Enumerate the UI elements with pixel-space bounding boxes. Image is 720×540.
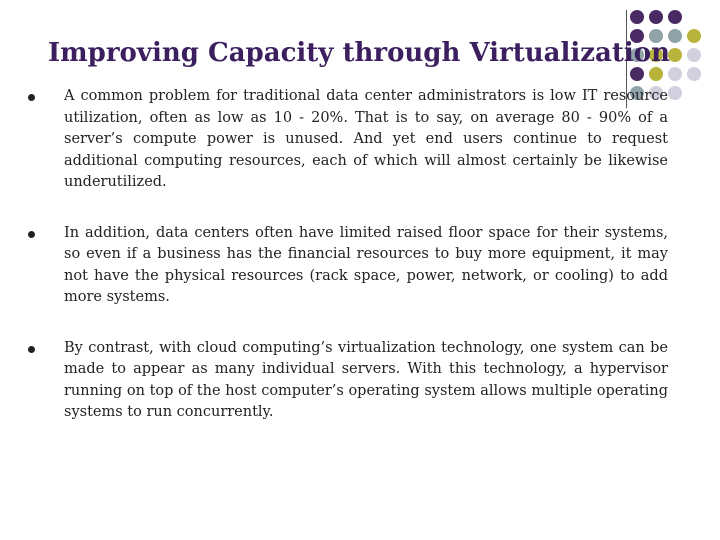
decorative-dot — [668, 86, 682, 100]
bullet-text: In addition, data centers often have limited raised floor space for their systems, so even if a business has the financial resources to buy more equipment, it may not have the physical resources (rack space, power, network, or cooling) to add more systems. — [64, 224, 668, 305]
bullet-marker-icon — [28, 231, 35, 238]
decorative-dot — [668, 29, 682, 43]
bullet-list — [28, 86, 668, 453]
decorative-dot — [649, 10, 663, 24]
decorative-dot — [687, 48, 701, 62]
decorative-dot — [668, 10, 682, 24]
bullet-item — [28, 86, 668, 194]
decorative-dot — [668, 48, 682, 62]
bullet-text: A common problem for traditional data center administrators is low IT resource utilization, often as low as 10 - 20%. That is to say, on average 80 - 90% of a server’s compute power is unused. And yet end users continue to request additional computing resources, each of which will almost certainly be likewise underutilized. — [64, 88, 668, 190]
decorative-dot — [630, 10, 644, 24]
bullet-text: By contrast, with cloud computing’s virtualization technology, one system can be made to appear as many individual servers. With this technology, a hypervisor running on top of the host computer’s operating system allows multiple operating systems to run concurrently. — [64, 339, 668, 420]
bullet-marker-icon — [28, 346, 35, 353]
decorative-dot — [668, 67, 682, 81]
decorative-dot — [630, 67, 644, 81]
decorative-dot — [687, 29, 701, 43]
slide-title: Improving Capacity through Virtualization — [48, 38, 670, 68]
bullet-marker-icon — [28, 94, 35, 101]
decorative-dot — [687, 67, 701, 81]
bullet-item — [28, 223, 668, 309]
decorative-dot — [649, 67, 663, 81]
bullet-item — [28, 338, 668, 424]
